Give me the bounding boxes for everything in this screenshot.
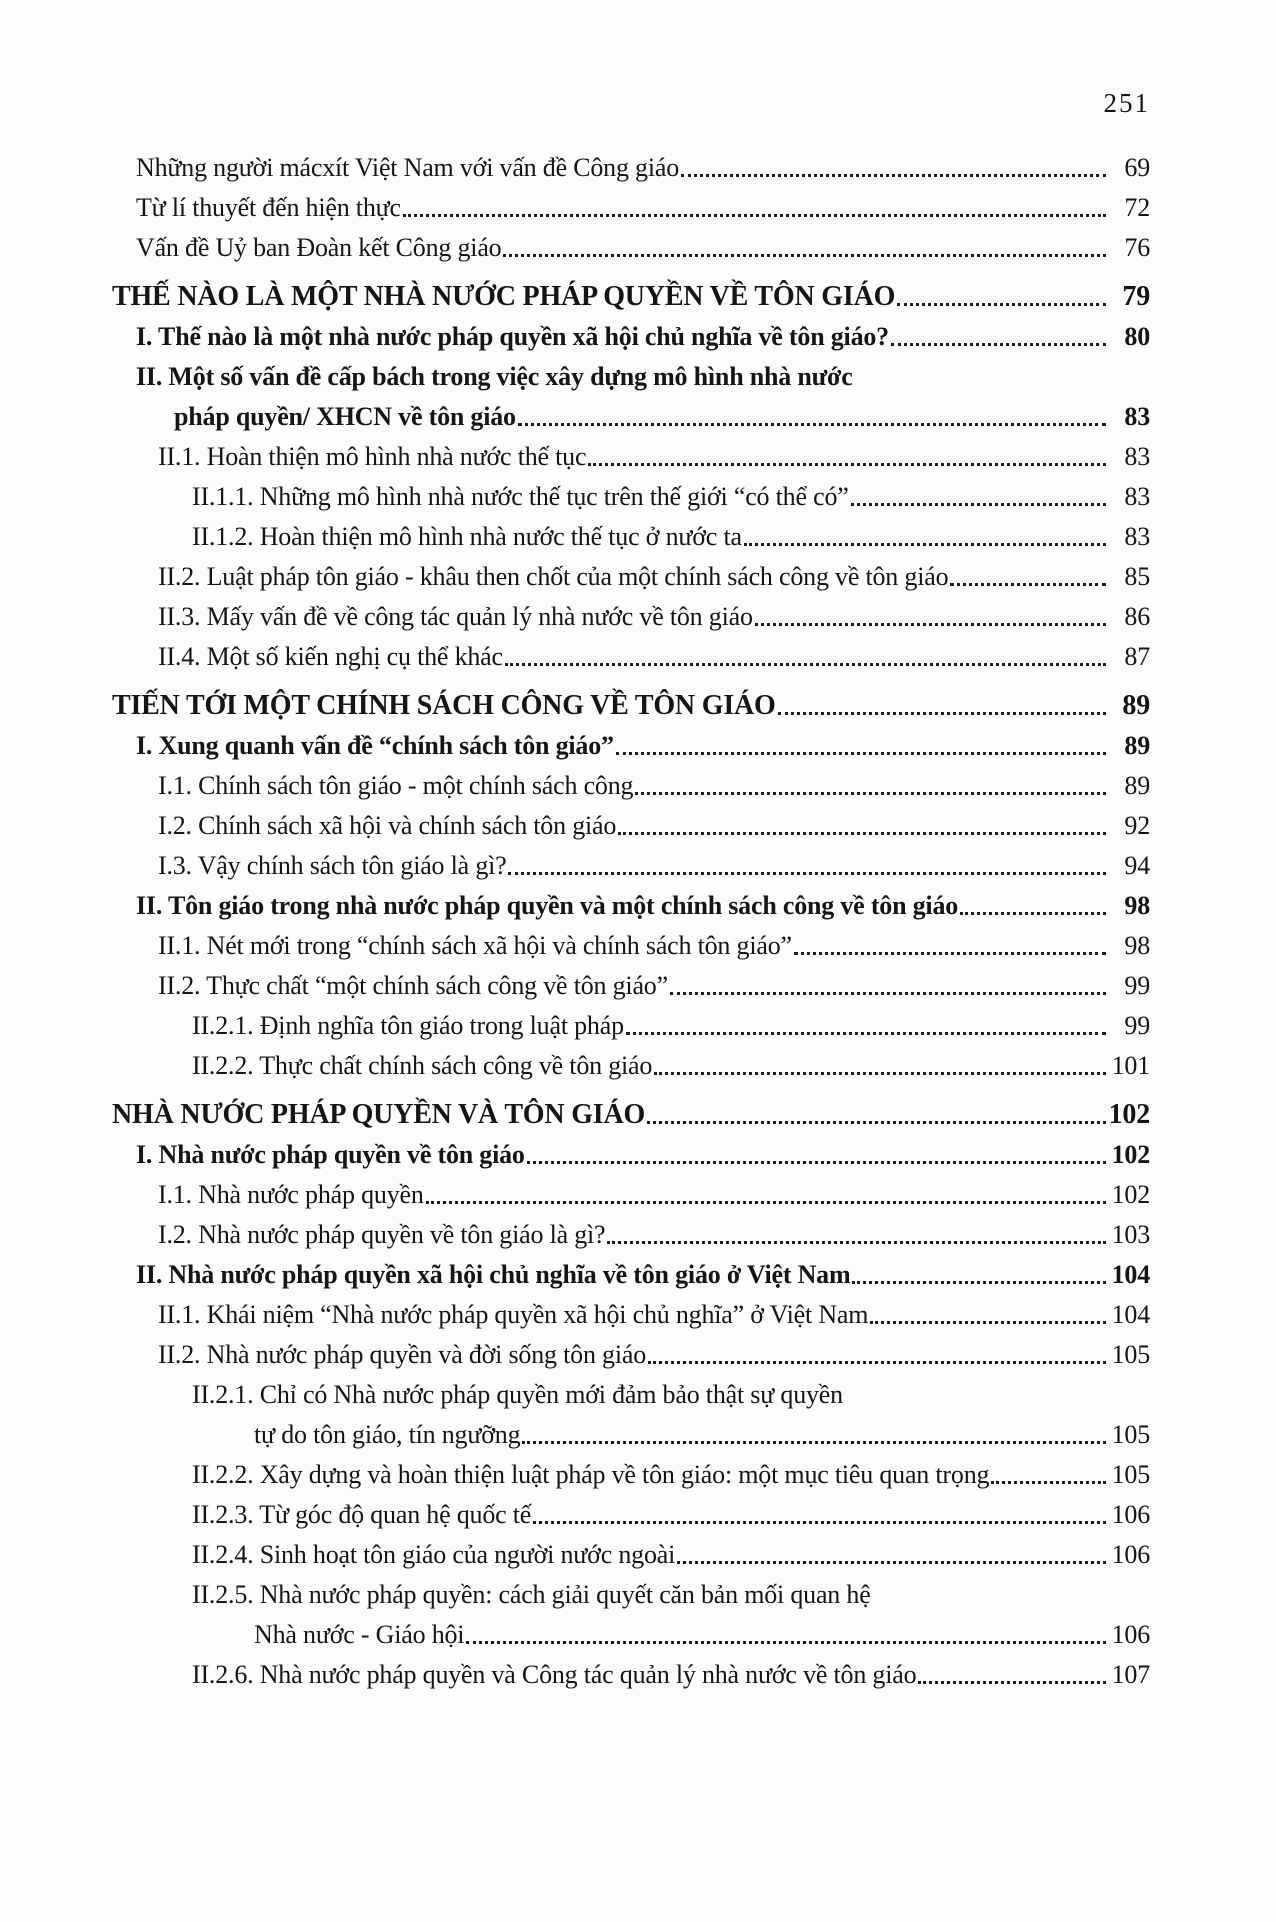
- toc-page-number: 80: [1124, 322, 1150, 351]
- leader-dots: [794, 952, 1106, 955]
- leader-dots: [626, 1032, 1106, 1035]
- leader-dots: [670, 992, 1106, 995]
- toc-entry-row: [112, 1619, 1150, 1650]
- leader-dots: [607, 1241, 1106, 1244]
- toc-entry-row: [112, 361, 1150, 392]
- toc-entry-text: II.2.5. Nhà nước pháp quyền: cách giải quyết căn bản mối quan hệ: [192, 1580, 871, 1609]
- toc-entry-text: II.2. Luật pháp tôn giáo - khâu then chốt của một chính sách công về tôn giáo: [158, 562, 949, 591]
- toc-entry-text: II.2. Thực chất “một chính sách công về tôn giáo”: [158, 971, 668, 1000]
- toc-entry-text: Những người mácxít Việt Nam với vấn đề Công giáo: [136, 153, 680, 182]
- toc-page-number: 99: [1124, 971, 1150, 1000]
- leader-dots: [648, 1361, 1106, 1364]
- toc-page-number: 89: [1122, 690, 1150, 721]
- leader-dots: [527, 1161, 1106, 1164]
- leader-dots: [403, 214, 1106, 217]
- toc-entry-row: [112, 890, 1150, 921]
- toc-entry-row: [112, 1259, 1150, 1290]
- toc-entry-text: TIẾN TỚI MỘT CHÍNH SÁCH CÔNG VỀ TÔN GIÁO: [112, 690, 776, 721]
- leader-dots: [616, 752, 1106, 755]
- toc-entry-row: [112, 641, 1150, 672]
- toc-entry-text: II.1.2. Hoàn thiện mô hình nhà nước thế tục ở nước ta: [192, 522, 742, 551]
- toc-entry-row: [112, 321, 1150, 352]
- toc-page-number: 106: [1111, 1540, 1150, 1569]
- leader-dots: [635, 792, 1106, 795]
- leader-dots: [503, 254, 1106, 257]
- toc-entry-text: II.1. Nét mới trong “chính sách xã hội và chính sách tôn giáo”: [158, 931, 792, 960]
- leader-dots: [960, 912, 1106, 915]
- toc-page-number: 83: [1124, 522, 1150, 551]
- toc-entry-text: I.1. Chính sách tôn giáo - một chính sách công: [158, 771, 634, 800]
- toc-page-number: 104: [1111, 1300, 1150, 1329]
- toc-entry-row: [112, 561, 1150, 592]
- toc-page-number: 102: [1111, 1140, 1150, 1169]
- toc-entry-text: THẾ NÀO LÀ MỘT NHÀ NƯỚC PHÁP QUYỀN VỀ TÔN GIÁO: [112, 281, 896, 312]
- toc-entry-row: [112, 192, 1150, 223]
- leader-dots: [466, 1641, 1106, 1644]
- toc-entry-row: [112, 1659, 1150, 1690]
- toc-entry-text: II. Tôn giáo trong nhà nước pháp quyền và một chính sách công về tôn giáo: [136, 891, 959, 920]
- leader-dots: [588, 463, 1106, 466]
- toc-page-number: 79: [1122, 281, 1150, 312]
- toc-entry-text: II.3. Mấy vấn đề về công tác quản lý nhà nước về tôn giáo: [158, 602, 753, 631]
- toc-page-number: 106: [1111, 1500, 1150, 1529]
- toc-entry-text: I. Xung quanh vấn đề “chính sách tôn giáo”: [136, 731, 614, 760]
- toc-chapter-row: [112, 690, 1150, 721]
- toc-entry-text: II.2.1. Chỉ có Nhà nước pháp quyền mới đảm bảo thật sự quyền: [192, 1380, 843, 1409]
- leader-dots: [851, 503, 1106, 506]
- toc-entry-text: II.2.2. Thực chất chính sách công về tôn giáo: [192, 1051, 653, 1080]
- toc-entry-text: Từ lí thuyết đến hiện thực: [136, 193, 401, 222]
- toc-entry-text: II.1. Khái niệm “Nhà nước pháp quyền xã hội chủ nghĩa” ở Việt Nam: [158, 1300, 869, 1329]
- toc-page-number: 98: [1124, 891, 1150, 920]
- toc-entry-text: II. Một số vấn đề cấp bách trong việc xây dựng mô hình nhà nước: [136, 362, 853, 391]
- toc-page-number: 102: [1111, 1180, 1150, 1209]
- toc-entry-text: tự do tôn giáo, tín ngưỡng: [254, 1420, 521, 1449]
- toc-page-number: 92: [1124, 811, 1150, 840]
- toc-entry-row: [112, 1050, 1150, 1081]
- leader-dots: [755, 623, 1106, 626]
- leader-dots: [681, 174, 1106, 177]
- toc-entry-row: [112, 601, 1150, 632]
- toc-entry-row: [112, 232, 1150, 263]
- toc-entry-text: I.1. Nhà nước pháp quyền: [158, 1180, 424, 1209]
- toc-page-number: 89: [1124, 731, 1150, 760]
- toc-entry-row: [112, 1179, 1150, 1210]
- leader-dots: [744, 543, 1106, 546]
- toc-entry-text: II.2.3. Từ góc độ quan hệ quốc tế: [192, 1500, 532, 1529]
- leader-dots: [618, 832, 1106, 835]
- toc-entry-row: [112, 401, 1150, 432]
- toc-page-number: 99: [1124, 1011, 1150, 1040]
- leader-dots: [991, 1481, 1106, 1484]
- toc-entry-text: I.2. Nhà nước pháp quyền về tôn giáo là gì?: [158, 1220, 606, 1249]
- page-number-header: 251: [1103, 88, 1150, 118]
- toc-entry-text: II.4. Một số kiến nghị cụ thể khác: [158, 642, 503, 671]
- toc-entry-text: II.2.4. Sinh hoạt tôn giáo của người nước ngoài: [192, 1540, 676, 1569]
- toc-entry-text: Vấn đề Uỷ ban Đoàn kết Công giáo: [136, 233, 502, 262]
- toc-entry-row: [112, 1539, 1150, 1570]
- toc-entry-text: II. Nhà nước pháp quyền xã hội chủ nghĩa về tôn giáo ở Việt Nam: [136, 1260, 851, 1289]
- toc-entry-row: [112, 1419, 1150, 1450]
- toc-entry-text: II.1.1. Những mô hình nhà nước thế tục trên thế giới “có thể có”: [192, 482, 849, 511]
- toc-entry-row: [112, 1339, 1150, 1370]
- toc-page-number: 86: [1124, 602, 1150, 631]
- leader-dots: [950, 583, 1106, 586]
- toc-page-number: 83: [1124, 482, 1150, 511]
- toc-entry-row: [112, 730, 1150, 761]
- toc-entry-text: II.2.6. Nhà nước pháp quyền và Công tác quản lý nhà nước về tôn giáo: [192, 1660, 917, 1689]
- toc-entry-text: II.2.2. Xây dựng và hoàn thiện luật pháp về tôn giáo: một mục tiêu quan trọng: [192, 1460, 990, 1489]
- toc-page-number: 102: [1108, 1099, 1150, 1130]
- toc-page-number: 104: [1111, 1260, 1150, 1289]
- toc-entry-row: [112, 152, 1150, 183]
- toc-page-number: 85: [1124, 562, 1150, 591]
- toc-page-number: 83: [1124, 402, 1150, 431]
- toc-entry-text: pháp quyền/ XHCN về tôn giáo: [174, 402, 516, 431]
- toc-entry-row: [112, 810, 1150, 841]
- toc-entry-row: [112, 1379, 1150, 1410]
- leader-dots: [508, 872, 1106, 875]
- leader-dots: [778, 712, 1106, 715]
- leader-dots: [505, 663, 1106, 666]
- leader-dots: [677, 1561, 1106, 1564]
- leader-dots: [891, 343, 1106, 346]
- toc-entry-text: I. Thế nào là một nhà nước pháp quyền xã hội chủ nghĩa về tôn giáo?: [136, 322, 889, 351]
- leader-dots: [426, 1201, 1106, 1204]
- toc-entry-text: I. Nhà nước pháp quyền về tôn giáo: [136, 1140, 525, 1169]
- leader-dots: [533, 1521, 1106, 1524]
- toc-page-number: 105: [1111, 1460, 1150, 1489]
- toc-page-number: 107: [1111, 1660, 1150, 1689]
- toc-page-number: 72: [1124, 193, 1150, 222]
- leader-dots: [647, 1121, 1106, 1124]
- toc-entry-row: [112, 970, 1150, 1001]
- toc-page-number: 87: [1124, 642, 1150, 671]
- toc-entry-row: [112, 1499, 1150, 1530]
- toc-page-number: 94: [1124, 851, 1150, 880]
- toc-entry-row: [112, 481, 1150, 512]
- toc-entry-row: [112, 1459, 1150, 1490]
- toc-entry-text: II.2. Nhà nước pháp quyền và đời sống tôn giáo: [158, 1340, 647, 1369]
- toc-page-number: 106: [1111, 1620, 1150, 1649]
- toc-entry-text: II.1. Hoàn thiện mô hình nhà nước thế tục: [158, 442, 587, 471]
- leader-dots: [518, 423, 1106, 426]
- toc-entry-row: [112, 1139, 1150, 1170]
- toc-entry-row: [112, 441, 1150, 472]
- toc-entry-text: I.3. Vậy chính sách tôn giáo là gì?: [158, 851, 507, 880]
- toc-page-number: 89: [1124, 771, 1150, 800]
- toc-page-number: 69: [1124, 153, 1150, 182]
- leader-dots: [654, 1072, 1106, 1075]
- toc-page-number: 105: [1111, 1420, 1150, 1449]
- leader-dots: [897, 303, 1106, 306]
- toc-entry-row: [112, 1010, 1150, 1041]
- toc-entry-text: Nhà nước - Giáo hội: [254, 1620, 465, 1649]
- toc-page-number: 105: [1111, 1340, 1150, 1369]
- toc-entry-row: [112, 1579, 1150, 1610]
- toc-entry-row: [112, 770, 1150, 801]
- toc-entry-row: [112, 1299, 1150, 1330]
- toc-entry-row: [112, 930, 1150, 961]
- toc-entry-text: I.2. Chính sách xã hội và chính sách tôn giáo: [158, 811, 617, 840]
- toc-entry-row: [112, 850, 1150, 881]
- toc-entry-text: NHÀ NƯỚC PHÁP QUYỀN VÀ TÔN GIÁO: [112, 1099, 646, 1130]
- toc-page-number: 98: [1124, 931, 1150, 960]
- toc-chapter-row: [112, 1099, 1150, 1130]
- leader-dots: [870, 1321, 1106, 1324]
- toc-entry-row: [112, 521, 1150, 552]
- leader-dots: [852, 1281, 1106, 1284]
- toc-entry-row: [112, 1219, 1150, 1250]
- leader-dots: [522, 1441, 1106, 1444]
- toc-page-number: 83: [1124, 442, 1150, 471]
- leader-dots: [918, 1681, 1106, 1684]
- toc-page-number: 103: [1111, 1220, 1150, 1249]
- toc-page-number: 101: [1111, 1051, 1150, 1080]
- toc-page-number: 76: [1124, 233, 1150, 262]
- toc-entry-text: II.2.1. Định nghĩa tôn giáo trong luật pháp: [192, 1011, 624, 1040]
- toc-list: [112, 152, 1150, 1690]
- toc-chapter-row: [112, 281, 1150, 312]
